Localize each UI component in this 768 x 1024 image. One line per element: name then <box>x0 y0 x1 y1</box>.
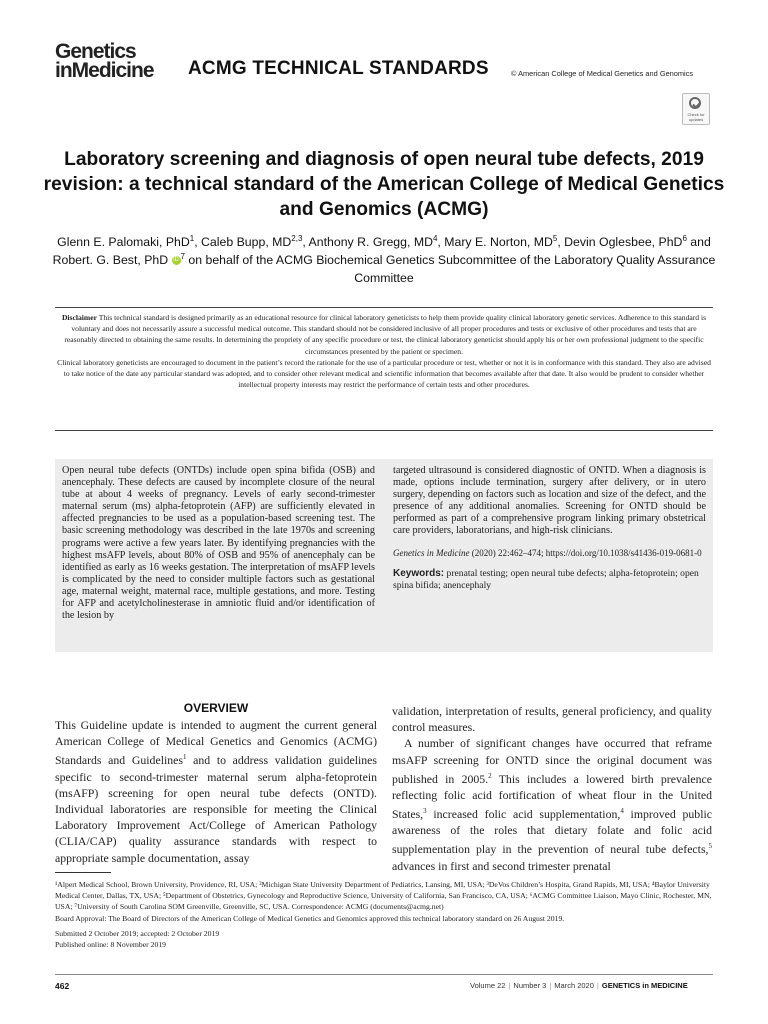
reference-link[interactable]: 1 <box>182 753 187 762</box>
body-paragraph: validation, interpretation of results, general proficiency, and quality control measures. <box>392 704 712 735</box>
check-for-updates-label: Check for updates <box>687 112 705 122</box>
author-name: Glenn E. Palomaki, PhD <box>57 235 190 249</box>
footer-divider <box>55 974 713 975</box>
journal-logo <box>55 42 154 80</box>
author-name: , Caleb Bupp, MD <box>194 235 292 249</box>
logo-line2: inMedicine <box>55 59 154 82</box>
reference-link[interactable]: 4 <box>620 807 624 816</box>
article-title: Laboratory screening and diagnosis of open neural tube defects, 2019 revision: a technical standard of the American College of Medical Genetics and Genomics (ACMG) <box>43 149 725 220</box>
citation-journal: Genetics in Medicine <box>393 547 470 558</box>
body-left-column <box>55 717 377 866</box>
body-text: A number of significant changes have occurred that reframe msAFP screening for ONTD since the original document was published in 2005. <box>392 736 712 786</box>
author-group: on behalf of the ACMG Biochemical Genetics Subcommittee of the Laboratory Quality Assurance Committee <box>184 253 716 285</box>
footnote-divider <box>55 872 111 873</box>
author-name: and Robert. G. Best, PhD <box>52 235 711 267</box>
disclaimer-text: This technical standard is designed primarily as an educational resource for clinical laboratory geneticists to help them provide quality clinical laboratory genetic services. Adherence to this standard is voluntary and does not necessarily assure a successful medical outcome. This standard should not be considered inclusive of all proper procedures and tests or exclusive of other procedures and tests that are reasonably directed to obtaining the same results. In determining the propriety of any specific procedure or test, the clinical laboratory geneticist should apply his or her own professional judgment to the specific circumstances presented by the patient or specimen. <box>64 313 707 356</box>
keywords-text: prenatal testing; open neural tube defects; alpha-fetoprotein; open spina bifida; anencephaly <box>393 567 699 591</box>
citation <box>393 547 706 559</box>
disclaimer-label: Disclaimer <box>61 313 97 322</box>
body-paragraph <box>392 735 712 873</box>
logo-line1: Genetics <box>55 40 136 63</box>
author-name: , Anthony R. Gregg, MD <box>302 235 433 249</box>
disclaimer <box>55 312 713 390</box>
separator: | <box>508 981 511 990</box>
abstract-left-column: Open neural tube defects (ONTDs) include open spina bifida (OSB) and anencephaly. These defects are caused by incomplete closure of the neural tube at about 4 weeks of pregnancy. Levels of early second-trimester maternal serum (ms) alpha-fetoprotein (AFP) are sufficiently elevated in affected pregnancies to be used as a population-based screening test. The basic screening methodology was described in the late 1970s and screening programs were active a few years later. By identifying pregnancies with the highest msAFP levels, about 80% of OSB and 95% of anencephaly can be identified as early as 16 weeks gestation. The interpretation of msAFP levels is complicated by the need to consider multiple factors such as gestational age, maternal weight, maternal race, multiple gestations, and more. Testing for AFP and acetylcholinesterase in amniotic fluid and/or identification of the lesion by <box>62 465 375 622</box>
board-approval: Board Approval: The Board of Directors of the American College of Medical Genetics and Genomics approved this technical laboratory standard on 26 August 2019. <box>55 913 565 923</box>
keywords <box>393 568 706 592</box>
submission-dates: Submitted 2 October 2019; accepted: 2 October 2019 <box>55 928 220 938</box>
body-text: This includes a lowered birth prevalence reflecting folic acid fortification of wheat flour in the United States, <box>392 771 712 822</box>
section-heading-overview: OVERVIEW <box>183 701 249 715</box>
check-for-updates-button[interactable] <box>682 93 710 125</box>
abstract-right-text: targeted ultrasound is considered diagnostic of ONTD. When a diagnosis is made, options include termination, surgery after delivery, or in utero surgery, depending on factors such as location and size of the defect, and the presence of any additional anomalies. Screening for ONTD should be performed as part of a comprehensive program linking primary obstetrical care providers, laboratorians, and high-risk clinicians. <box>393 465 706 537</box>
affiliation-ref: 5 <box>552 233 558 243</box>
body-text: and to address validation guidelines specific to second-trimester maternal serum alpha-fetoprotein (msAFP) screening for open neural tube defects (ONTD). Individual laboratories are responsible for meeting the Clinical Laboratory Improvement Act/College of American Pathology (CLIA/CAP) quality assurance standards with respect to appropriate sample documentation, assay <box>55 753 377 865</box>
affiliation-ref: 6 <box>682 233 687 243</box>
body-text: This Guideline update is intended to augment the current general American College of Medical Genetics and Genomics (ACMG) Standards and Guidelines <box>55 718 377 768</box>
citation-doi-link[interactable]: (2020) 22:462–474; https://doi.org/10.1038/s41436-019-0681-0 <box>469 547 702 558</box>
journal-name: GENETICS in MEDICINE <box>601 981 688 990</box>
reference-link[interactable]: 3 <box>423 807 427 816</box>
separator: | <box>549 981 552 990</box>
footnotes <box>55 879 713 950</box>
disclaimer-p2: Clinical laboratory geneticists are encouraged to document in the patient’s record the rationale for the use of a particular procedure or test, whether or not it is in conformance with this standard. They also are advised to take notice of the date any particular standard was adopted, and to consider other relevant medical and scientific information that becomes available after that date. It also would be prudent to consider whether intellectual property interests may restrict the performance of certain tests and other procedures. <box>57 357 711 390</box>
issue-number: Number 3 <box>513 981 547 990</box>
document-type: ACMG TECHNICAL STANDARDS <box>188 58 489 79</box>
affiliation-ref: 1 <box>189 233 195 243</box>
issue-date: March 2020 <box>554 981 594 990</box>
author-name: , Devin Oglesbee, PhD <box>557 235 683 249</box>
affiliation-ref: 4 <box>432 233 438 243</box>
body-right-column <box>392 703 712 874</box>
publication-date: Published online: 8 November 2019 <box>55 940 167 950</box>
keywords-label: Keywords: <box>393 567 445 579</box>
abstract-right-column <box>393 465 706 592</box>
copyright-notice: © American College of Medical Genetics and Genomics <box>511 69 694 78</box>
body-text: improved public awareness of the roles that dietary folate and folic acid supplementation play in the prevention of neural tube defects, <box>392 807 712 857</box>
page-number: 462 <box>55 981 70 991</box>
affiliation-ref: 2,3 <box>291 233 303 243</box>
orcid-icon[interactable]: iD <box>173 257 179 264</box>
body-text: advances in first and second trimester prenatal <box>392 858 611 873</box>
affiliation-ref: 7 <box>180 251 185 261</box>
author-name: , Mary E. Norton, MD <box>437 235 553 249</box>
disclaimer-p1 <box>55 312 713 357</box>
issue-info <box>470 981 688 990</box>
volume: Volume 22 <box>470 981 506 990</box>
reference-link[interactable]: 5 <box>708 842 712 851</box>
body-text: increased folic acid supplementation, <box>426 807 621 822</box>
reference-link[interactable]: 2 <box>488 771 492 780</box>
separator: | <box>596 981 599 990</box>
affiliations: ¹Alpert Medical School, Brown University, Providence, RI, USA; ²Michigan State University Department of Pediatrics, Lansing, MI, USA; ³DeVos Children’s Hospita, Grand Rapids, MI, USA; ⁴Baylor University Medical Center, Dallas, TX, USA; ⁵Department of Obstetrics, Gynecology and Reproductive Science, University of California, San Francisco, CA, USA; ⁶ACMG Committee Liaison, Mayo Clinic, Rochester, MN, USA; ⁷University of South Carolina SOM Greenville, Greenville, SC, USA. Correspondence: ACMG (documents@acmg.net) <box>55 880 712 912</box>
crossmark-icon <box>689 97 701 109</box>
author-list <box>40 233 728 287</box>
